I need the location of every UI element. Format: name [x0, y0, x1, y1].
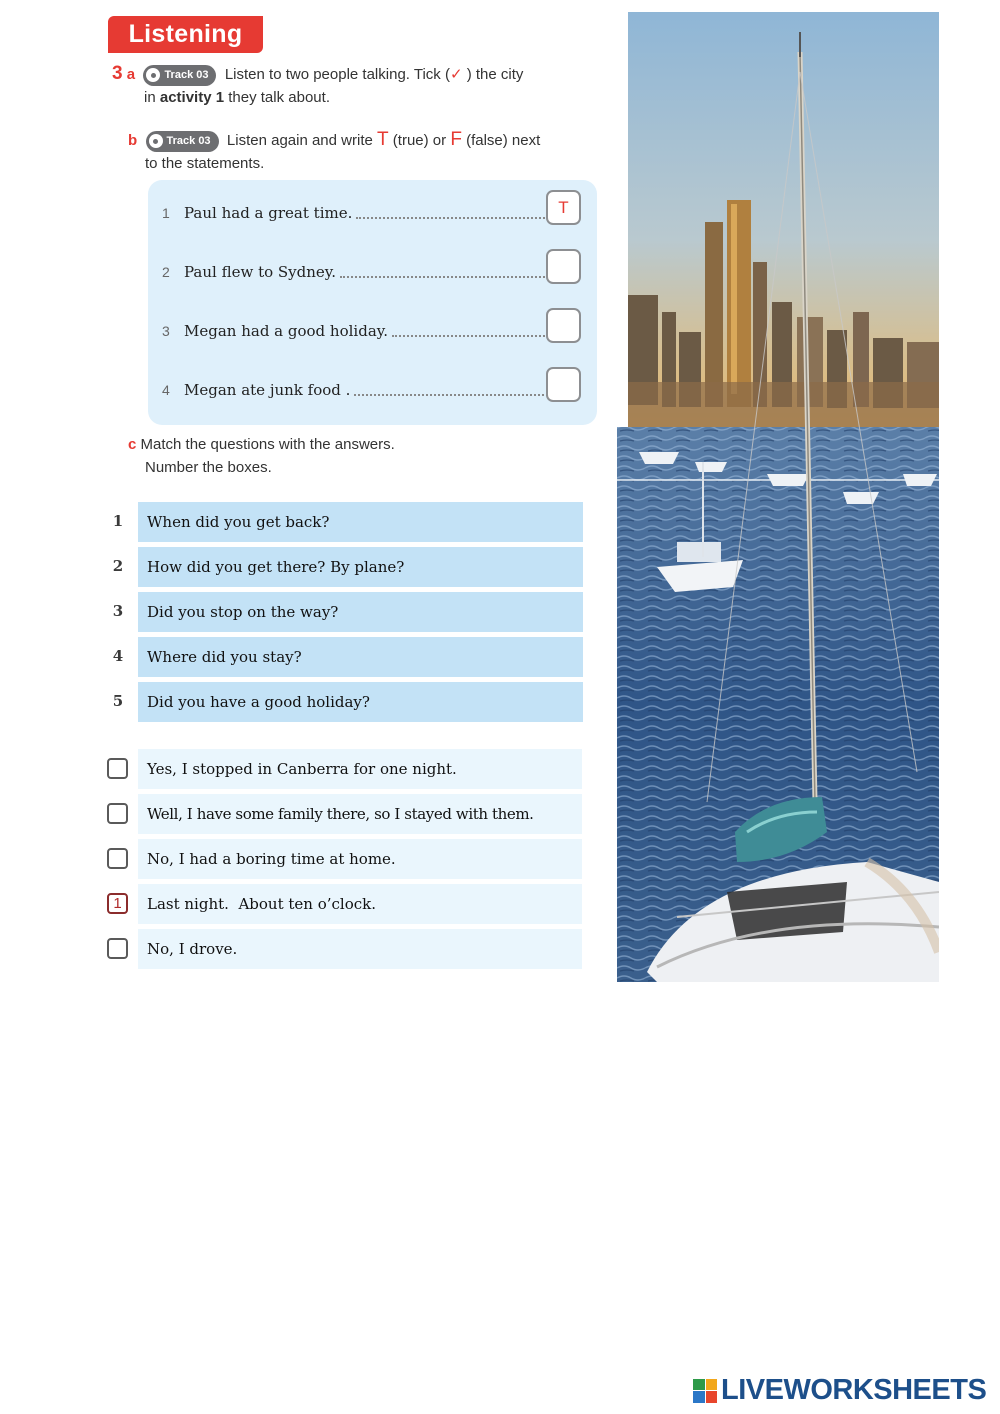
- sailboat-skyline-photo: [617, 12, 939, 982]
- play-icon: [146, 68, 160, 82]
- activity-3b-instructions: b Track 03 Listen again and write T (true) or F (false) next to the statements.: [128, 129, 541, 172]
- true-false-answer-box[interactable]: T: [546, 190, 581, 225]
- answer-row: Yes, I stopped in Canberra for one night.: [138, 749, 582, 789]
- question-number: 2: [112, 557, 124, 575]
- statement-row: 1 Paul had a great time.: [162, 198, 582, 228]
- true-false-answer-box[interactable]: [546, 249, 581, 284]
- true-false-panel: [148, 180, 597, 425]
- answer-number-box[interactable]: [107, 758, 128, 779]
- true-false-answer-box[interactable]: [546, 308, 581, 343]
- question-row: Where did you stay?: [138, 637, 583, 677]
- play-icon: [149, 134, 163, 148]
- activity-3c-instructions: c Match the questions with the answers. Number the boxes.: [128, 436, 395, 476]
- question-row: How did you get there? By plane?: [138, 547, 583, 587]
- statement-row: 2 Paul flew to Sydney.: [162, 257, 582, 287]
- activity-3a-instructions: 3 a Track 03 Listen to two people talking. Tick (✓ ) the city in activity 1 they talk about.: [112, 63, 524, 106]
- answer-row: Last night. About ten o’clock.: [138, 884, 582, 924]
- track-03-button-a[interactable]: Track 03: [143, 65, 216, 86]
- track-03-button-b[interactable]: Track 03: [146, 131, 219, 152]
- answer-number-box[interactable]: [107, 803, 128, 824]
- statement-row: 4 Megan ate junk food .: [162, 375, 582, 405]
- question-number: 1: [112, 512, 124, 530]
- tick-icon: ✓: [449, 66, 463, 83]
- true-false-answer-box[interactable]: [546, 367, 581, 402]
- activity-number: 3: [112, 63, 123, 84]
- answer-dots: [356, 207, 576, 219]
- answer-row: No, I had a boring time at home.: [138, 839, 582, 879]
- answer-dots: [340, 266, 576, 278]
- answer-row: Well, I have some family there, so I stayed with them.: [138, 794, 582, 834]
- question-number: 4: [112, 647, 124, 665]
- section-title: Listening: [108, 16, 263, 53]
- statement-row: 3 Megan had a good holiday.: [162, 316, 582, 346]
- question-row: Did you have a good holiday?: [138, 682, 583, 722]
- question-row: Did you stop on the way?: [138, 592, 583, 632]
- answer-number-box[interactable]: [107, 848, 128, 869]
- liveworksheets-logo-icon: [693, 1379, 717, 1403]
- answer-number-box[interactable]: 1: [107, 893, 128, 914]
- liveworksheets-watermark: LIVEWORKSHEETS: [693, 1374, 986, 1407]
- activity-letter-a: a: [126, 66, 136, 83]
- answer-number-box[interactable]: [107, 938, 128, 959]
- question-number: 3: [112, 602, 124, 620]
- question-row: When did you get back?: [138, 502, 583, 542]
- activity-letter-b: b: [128, 132, 138, 149]
- answer-row: No, I drove.: [138, 929, 582, 969]
- answer-dots: [354, 384, 576, 396]
- activity-letter-c: c: [128, 436, 137, 453]
- question-number: 5: [112, 692, 124, 710]
